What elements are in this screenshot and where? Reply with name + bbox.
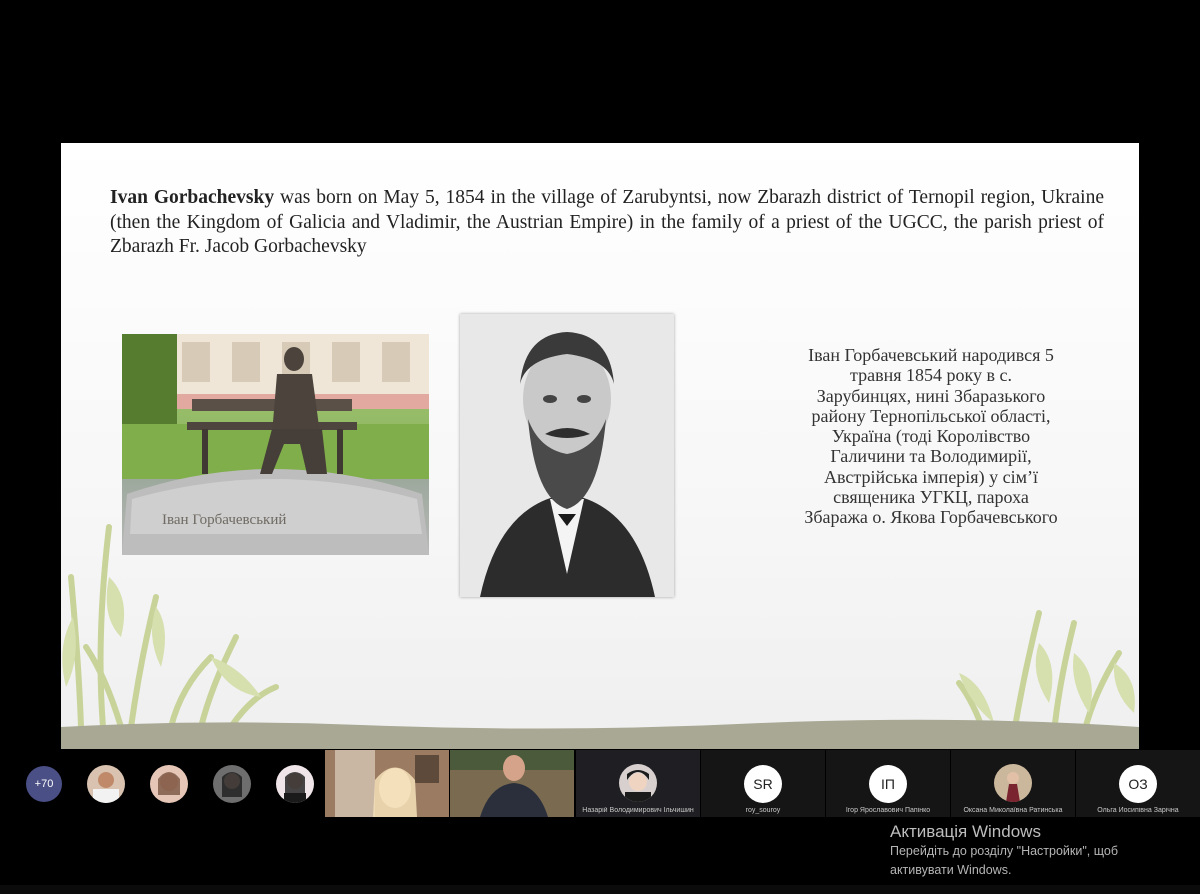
more-participants-button[interactable]: +70 (26, 766, 62, 802)
person-icon (150, 765, 188, 803)
participant-avatar (994, 764, 1032, 802)
presentation-slide (61, 143, 1139, 749)
participant-tile[interactable] (951, 750, 1075, 817)
slide-english-body: was born on May 5, 1854 in the village of Zarubyntsi, now Zbarazh district of Ternopil region, Ukraine (then the Kingdom of Galicia and Vladimir, the Austrian Empire) in the family of a priest of the UGCC, the parish priest of Zbarazh Fr. Jacob Gorbachevsky (110, 187, 1104, 257)
person-icon (276, 765, 314, 803)
person-icon (87, 765, 125, 803)
ukr-line: травня 1854 року в с. (850, 365, 1012, 386)
activation-line: активувати Windows. (890, 863, 1012, 877)
participant-avatar[interactable] (87, 765, 125, 803)
participant-avatar[interactable] (150, 765, 188, 803)
bottom-bar (0, 885, 1200, 894)
participant-name: Ігор Ярославович Папінко (845, 807, 931, 814)
participant-strip (0, 750, 1200, 817)
grass-decoration-left (61, 517, 291, 727)
slide-person-name: Ivan Gorbachevsky (110, 187, 275, 208)
participant-video-tile[interactable] (450, 750, 574, 817)
participant-initials: ОЗ (1119, 765, 1157, 803)
ukr-line: Галичини та Володимирії, (830, 446, 1032, 467)
portrait-photo-image (460, 314, 674, 597)
participant-avatar (619, 764, 657, 802)
person-icon (213, 765, 251, 803)
video-feed (450, 750, 574, 817)
person-icon (994, 764, 1032, 802)
ground-decoration (61, 709, 1139, 749)
participant-initials: ІП (869, 765, 907, 803)
participant-name: roy_souroy (745, 807, 781, 814)
participant-tile[interactable] (701, 750, 825, 817)
slide-ukrainian-text (751, 345, 1111, 528)
participant-name: Назарій Володимирович Ільчишин (582, 807, 694, 814)
participant-tile[interactable] (826, 750, 950, 817)
participant-tile[interactable] (1076, 750, 1200, 817)
activation-line: Перейдіть до розділу "Настройки", щоб (890, 844, 1118, 858)
slide-english-text (110, 186, 1104, 260)
ukr-line: Зарубинцях, нині Збаразького (816, 385, 1046, 406)
participant-initials: SR (744, 765, 782, 803)
portrait-photo (460, 314, 674, 597)
ukr-line: Іван Горбачевський народився 5 (808, 345, 1054, 365)
ukr-line: Австрійська імперія) у сім’ї (824, 466, 1038, 487)
activation-title: Активація Windows (890, 822, 1041, 841)
participant-video-tile[interactable] (325, 750, 449, 817)
ukr-line: району Тернопільської області, (811, 405, 1051, 426)
person-icon (619, 764, 657, 802)
participant-name: Ольга Йосипівна Зарічна (1097, 807, 1179, 814)
ukr-line: священика УГКЦ, пароха (833, 487, 1029, 508)
participant-tile[interactable] (576, 750, 700, 817)
ukr-line: Збаража о. Якова Горбачевського (804, 507, 1058, 528)
windows-activation-watermark (890, 822, 1118, 880)
participant-name: Оксана Миколаївна Ратинська (963, 807, 1063, 814)
participant-avatar[interactable] (276, 765, 314, 803)
statue-inscription: Іван Горбачевський (162, 512, 287, 528)
video-feed (325, 750, 449, 817)
participant-avatar[interactable] (213, 765, 251, 803)
ukr-line: Україна (тоді Королівство (831, 426, 1031, 447)
